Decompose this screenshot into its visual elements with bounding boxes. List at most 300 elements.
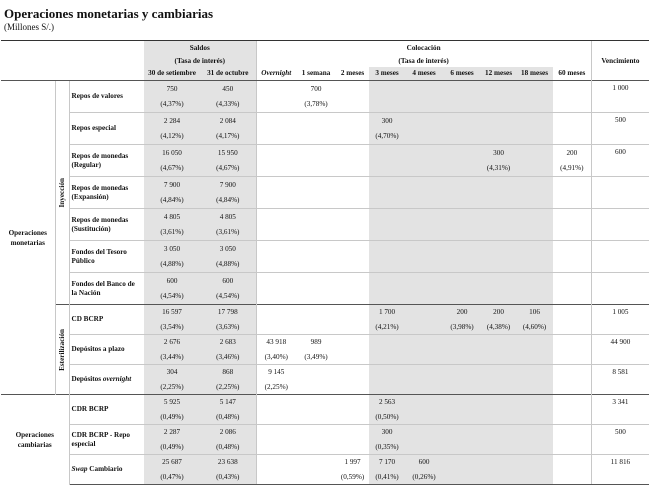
cell-value [336, 305, 369, 320]
cell-value [256, 395, 296, 410]
cell-value: 2 084 [200, 113, 256, 129]
cell-rate [553, 289, 591, 305]
cell-rate [553, 257, 591, 273]
cell-rate [443, 257, 481, 273]
cell-value [553, 395, 591, 410]
cell-value [553, 335, 591, 350]
cell-value [405, 335, 443, 350]
cell-value: 1 997 [336, 455, 369, 470]
cell-rate [443, 161, 481, 177]
cell-rate [296, 161, 336, 177]
cell-rate [369, 257, 405, 273]
cell-rate [516, 289, 553, 305]
cell-value: 600 [200, 273, 256, 289]
cell-vencimiento: 500 [591, 113, 649, 145]
row-label: Swap Cambiario [69, 455, 144, 485]
table-row [1, 209, 649, 225]
cell-rate: (0,26%) [405, 470, 443, 485]
cell-rate [553, 320, 591, 335]
cell-rate [405, 129, 443, 145]
cell-rate [405, 320, 443, 335]
header-blank [1, 41, 144, 55]
cell-rate [553, 193, 591, 209]
cell-rate [336, 257, 369, 273]
cell-value [516, 145, 553, 161]
cell-value [481, 365, 516, 380]
cell-rate: (4,67%) [200, 161, 256, 177]
cell-value: 25 687 [144, 455, 200, 470]
cell-value: 5 147 [200, 395, 256, 410]
cell-value [296, 395, 336, 410]
cell-value [296, 425, 336, 440]
cell-rate: (4,37%) [144, 97, 200, 113]
cell-rate [336, 410, 369, 425]
cell-rate [336, 193, 369, 209]
cell-rate [256, 289, 296, 305]
cell-value [336, 113, 369, 129]
cell-rate [336, 440, 369, 455]
cell-value: 17 798 [200, 305, 256, 320]
cell-vencimiento [591, 241, 649, 273]
cell-value [516, 113, 553, 129]
cell-vencimiento: 11 816 [591, 455, 649, 485]
cell-value [369, 273, 405, 289]
cell-rate: (0,59%) [336, 470, 369, 485]
cell-value: 2 287 [144, 425, 200, 440]
cell-value: 3 050 [144, 241, 200, 257]
cell-rate: (4,67%) [144, 161, 200, 177]
table-row [1, 395, 649, 410]
col-header-5: 3 meses [369, 67, 405, 81]
cell-value: 200 [481, 305, 516, 320]
cell-rate: (3,61%) [200, 225, 256, 241]
cell-value: 5 925 [144, 395, 200, 410]
cell-value: 3 050 [200, 241, 256, 257]
cell-rate [481, 97, 516, 113]
cell-value [553, 455, 591, 470]
cell-rate [553, 380, 591, 395]
cell-rate [481, 193, 516, 209]
cell-rate [369, 225, 405, 241]
cell-value [516, 209, 553, 225]
cell-rate [336, 350, 369, 365]
cell-rate [516, 225, 553, 241]
cell-vencimiento [591, 177, 649, 209]
cell-value [405, 241, 443, 257]
cell-rate: (4,17%) [200, 129, 256, 145]
table-row [1, 241, 649, 257]
cell-value [369, 335, 405, 350]
cell-rate [516, 470, 553, 485]
col-header-9: 18 meses [516, 67, 553, 81]
cell-rate [481, 289, 516, 305]
cell-value [369, 145, 405, 161]
cell-value [481, 273, 516, 289]
cell-rate [443, 129, 481, 145]
cell-rate [256, 225, 296, 241]
cell-rate [553, 225, 591, 241]
cell-value [336, 273, 369, 289]
cell-rate [481, 129, 516, 145]
cell-value [369, 81, 405, 97]
cell-vencimiento: 600 [591, 145, 649, 177]
cell-value: 4 805 [200, 209, 256, 225]
cell-rate [369, 380, 405, 395]
cell-rate [296, 257, 336, 273]
table-row [1, 145, 649, 161]
cell-rate [405, 161, 443, 177]
cell-value [336, 395, 369, 410]
cell-value [481, 209, 516, 225]
col-header-2: Overnight [256, 67, 296, 81]
cell-vencimiento: 3 341 [591, 395, 649, 425]
cell-rate [405, 350, 443, 365]
cell-value: 23 638 [200, 455, 256, 470]
cell-rate [553, 470, 591, 485]
header-colocacion-sub: (Tasa de interés) [256, 55, 591, 67]
cell-vencimiento: 1 005 [591, 305, 649, 335]
cell-rate [296, 129, 336, 145]
cell-value [369, 177, 405, 193]
cell-value: 750 [144, 81, 200, 97]
group-esterilizacion: Esterilización [57, 328, 66, 371]
cell-rate: (2,25%) [200, 380, 256, 395]
row-label: Repos especial [69, 113, 144, 145]
cell-rate [516, 193, 553, 209]
cell-rate [369, 193, 405, 209]
cell-rate [443, 380, 481, 395]
cell-value [553, 81, 591, 97]
cell-value: 16 597 [144, 305, 200, 320]
cell-rate [256, 440, 296, 455]
cell-value [516, 395, 553, 410]
cell-value [369, 209, 405, 225]
cell-rate: (4,84%) [200, 193, 256, 209]
cell-value [481, 395, 516, 410]
cell-value: 106 [516, 305, 553, 320]
cell-value [336, 81, 369, 97]
cell-value [405, 145, 443, 161]
cell-rate [516, 161, 553, 177]
cell-rate [443, 289, 481, 305]
cell-rate: (0,49%) [144, 410, 200, 425]
cell-value [256, 81, 296, 97]
cell-rate [553, 97, 591, 113]
cell-rate: (0,48%) [200, 440, 256, 455]
cell-value [336, 425, 369, 440]
cell-rate: (4,60%) [516, 320, 553, 335]
cell-rate [336, 380, 369, 395]
cell-value: 200 [443, 305, 481, 320]
cell-rate [336, 97, 369, 113]
cell-value [296, 305, 336, 320]
cell-value [481, 113, 516, 129]
cell-rate [481, 410, 516, 425]
cell-rate: (0,41%) [369, 470, 405, 485]
cell-rate [405, 97, 443, 113]
cell-rate [481, 225, 516, 241]
cell-value [296, 241, 336, 257]
cell-rate: (3,40%) [256, 350, 296, 365]
cell-value [256, 209, 296, 225]
cell-value [405, 81, 443, 97]
cell-value [516, 425, 553, 440]
cell-value [336, 335, 369, 350]
group-operaciones-monetarias: Operaciones monetarias [1, 81, 55, 395]
cell-rate: (0,49%) [144, 440, 200, 455]
cell-value [296, 177, 336, 193]
cell-value [369, 365, 405, 380]
cell-rate: (3,98%) [443, 320, 481, 335]
row-label: Repos de monedas (Regular) [69, 145, 144, 177]
cell-rate: (4,21%) [369, 320, 405, 335]
cell-value [553, 209, 591, 225]
table-row [1, 425, 649, 440]
col-header-3: 1 semana [296, 67, 336, 81]
cell-rate: (4,70%) [369, 129, 405, 145]
col-header-8: 12 meses [481, 67, 516, 81]
cell-rate [443, 410, 481, 425]
row-label: Depósitos overnight [69, 365, 144, 395]
page-title: Operaciones monetarias y cambiarias [4, 6, 214, 21]
cell-rate [256, 320, 296, 335]
cell-rate [256, 257, 296, 273]
cell-value [443, 273, 481, 289]
cell-value [443, 209, 481, 225]
cell-rate [553, 350, 591, 365]
cell-value: 304 [144, 365, 200, 380]
cell-rate [256, 410, 296, 425]
cell-rate [443, 470, 481, 485]
cell-value [296, 455, 336, 470]
col-header-7: 6 meses [443, 67, 481, 81]
group-inyeccion: Inyección [57, 177, 66, 208]
cell-rate [369, 350, 405, 365]
cell-rate: (3,46%) [200, 350, 256, 365]
cell-rate: (4,31%) [481, 161, 516, 177]
cell-value [481, 81, 516, 97]
cell-rate [336, 320, 369, 335]
cell-value: 7 900 [200, 177, 256, 193]
cell-value [405, 273, 443, 289]
header-saldos-sub: (Tasa de interés) [144, 55, 256, 67]
header-vencimiento: Vencimiento [591, 41, 649, 81]
cell-value [516, 81, 553, 97]
cell-rate [443, 193, 481, 209]
cell-rate [256, 470, 296, 485]
cell-value: 2 086 [200, 425, 256, 440]
cell-value: 15 950 [200, 145, 256, 161]
cell-rate: (4,84%) [144, 193, 200, 209]
cell-value [256, 113, 296, 129]
cell-value [405, 395, 443, 410]
cell-rate: (4,33%) [200, 97, 256, 113]
cell-vencimiento [591, 273, 649, 305]
cell-value [256, 455, 296, 470]
cell-rate [516, 350, 553, 365]
cell-rate [405, 410, 443, 425]
group-operaciones-cambiarias: Operaciones cambiarias [1, 395, 69, 485]
row-label: Fondos del Tesoro Público [69, 241, 144, 273]
row-label: Repos de monedas (Sustitución) [69, 209, 144, 241]
cell-value: 300 [369, 425, 405, 440]
cell-rate [516, 440, 553, 455]
cell-value: 2 683 [200, 335, 256, 350]
cell-value: 300 [369, 113, 405, 129]
cell-value [516, 177, 553, 193]
cell-value: 9 145 [256, 365, 296, 380]
table-row [1, 81, 649, 97]
cell-rate [296, 289, 336, 305]
cell-rate [481, 257, 516, 273]
cell-rate: (4,12%) [144, 129, 200, 145]
cell-rate [553, 440, 591, 455]
title-block [4, 6, 213, 32]
cell-rate: (3,61%) [144, 225, 200, 241]
cell-rate: (4,38%) [481, 320, 516, 335]
cell-vencimiento: 500 [591, 425, 649, 455]
cell-rate [296, 193, 336, 209]
cell-rate: (3,44%) [144, 350, 200, 365]
cell-value [516, 273, 553, 289]
cell-rate: (3,63%) [200, 320, 256, 335]
cell-value [256, 305, 296, 320]
cell-value [553, 425, 591, 440]
cell-value [336, 241, 369, 257]
cell-rate: (3,78%) [304, 100, 328, 109]
cell-value [553, 305, 591, 320]
table-row [1, 455, 649, 470]
cell-rate [256, 97, 296, 113]
cell-rate: (4,54%) [144, 289, 200, 305]
cell-value [405, 113, 443, 129]
table-row [1, 113, 649, 129]
operations-table [1, 40, 649, 485]
table-row [1, 335, 649, 350]
cell-value: 200 [553, 145, 591, 161]
cell-value [405, 177, 443, 193]
cell-rate: (0,35%) [369, 440, 405, 455]
cell-rate [481, 440, 516, 455]
cell-value [553, 365, 591, 380]
cell-value [296, 113, 336, 129]
cell-value [481, 425, 516, 440]
cell-value: 4 805 [144, 209, 200, 225]
cell-value [336, 209, 369, 225]
cell-value [336, 145, 369, 161]
cell-rate [336, 161, 369, 177]
row-label: Repos de valores [69, 81, 144, 113]
cell-value [256, 425, 296, 440]
cell-value [336, 177, 369, 193]
row-label: Depósitos a plazo [69, 335, 144, 365]
cell-rate [369, 97, 405, 113]
cell-value: 7 900 [144, 177, 200, 193]
cell-value [405, 425, 443, 440]
cell-value [443, 425, 481, 440]
cell-value [443, 177, 481, 193]
row-label: CDR BCRP - Repo especial [69, 425, 144, 455]
cell-value [481, 177, 516, 193]
cell-value: 600 [405, 455, 443, 470]
cell-value: 868 [200, 365, 256, 380]
cell-vencimiento: 44 900 [591, 335, 649, 365]
cell-value [553, 273, 591, 289]
cell-value [553, 177, 591, 193]
table-row [1, 273, 649, 289]
cell-value [405, 209, 443, 225]
cell-rate [516, 410, 553, 425]
cell-value [443, 335, 481, 350]
table-row [1, 365, 649, 380]
header-colocacion: Colocación [256, 41, 591, 55]
cell-rate [553, 410, 591, 425]
cell-rate [516, 129, 553, 145]
cell-value [256, 177, 296, 193]
row-label: CDR BCRP [69, 395, 144, 425]
cell-rate: (4,54%) [200, 289, 256, 305]
cell-value: 2 284 [144, 113, 200, 129]
cell-rate [256, 161, 296, 177]
cell-value [405, 365, 443, 380]
cell-rate [296, 225, 336, 241]
cell-value [256, 145, 296, 161]
cell-rate [405, 380, 443, 395]
cell-rate [336, 129, 369, 145]
cell-value: 450 [200, 81, 256, 97]
cell-rate: (0,47%) [144, 470, 200, 485]
cell-rate [336, 289, 369, 305]
cell-rate [256, 129, 296, 145]
cell-value: 2 676 [144, 335, 200, 350]
cell-value [516, 455, 553, 470]
cell-rate [296, 440, 336, 455]
cell-value [516, 241, 553, 257]
cell-value [256, 273, 296, 289]
table-header [1, 41, 649, 81]
cell-rate: (2,25%) [144, 380, 200, 395]
col-header-10: 60 meses [553, 67, 591, 81]
cell-value [296, 365, 336, 380]
cell-value [443, 395, 481, 410]
cell-rate [481, 470, 516, 485]
row-label: Repos de monedas (Expansión) [69, 177, 144, 209]
cell-rate: (0,43%) [200, 470, 256, 485]
cell-value: 7 170 [369, 455, 405, 470]
row-label: CD BCRP [69, 305, 144, 335]
col-header-6: 4 meses [405, 67, 443, 81]
cell-rate [296, 380, 336, 395]
cell-value [553, 113, 591, 129]
cell-rate: (3,54%) [144, 320, 200, 335]
cell-rate [405, 257, 443, 273]
cell-value [369, 241, 405, 257]
cell-value [256, 241, 296, 257]
cell-value [443, 81, 481, 97]
cell-value [481, 455, 516, 470]
row-label: Fondos del Banco de la Nación [69, 273, 144, 305]
cell-rate [405, 193, 443, 209]
cell-value: 16 050 [144, 145, 200, 161]
cell-value [553, 241, 591, 257]
cell-rate: (2,25%) [256, 380, 296, 395]
cell-rate [516, 97, 553, 113]
cell-rate [296, 410, 336, 425]
cell-value: 2 563 [369, 395, 405, 410]
cell-value [516, 365, 553, 380]
cell-value: 700 [296, 81, 336, 97]
cell-value [296, 209, 336, 225]
